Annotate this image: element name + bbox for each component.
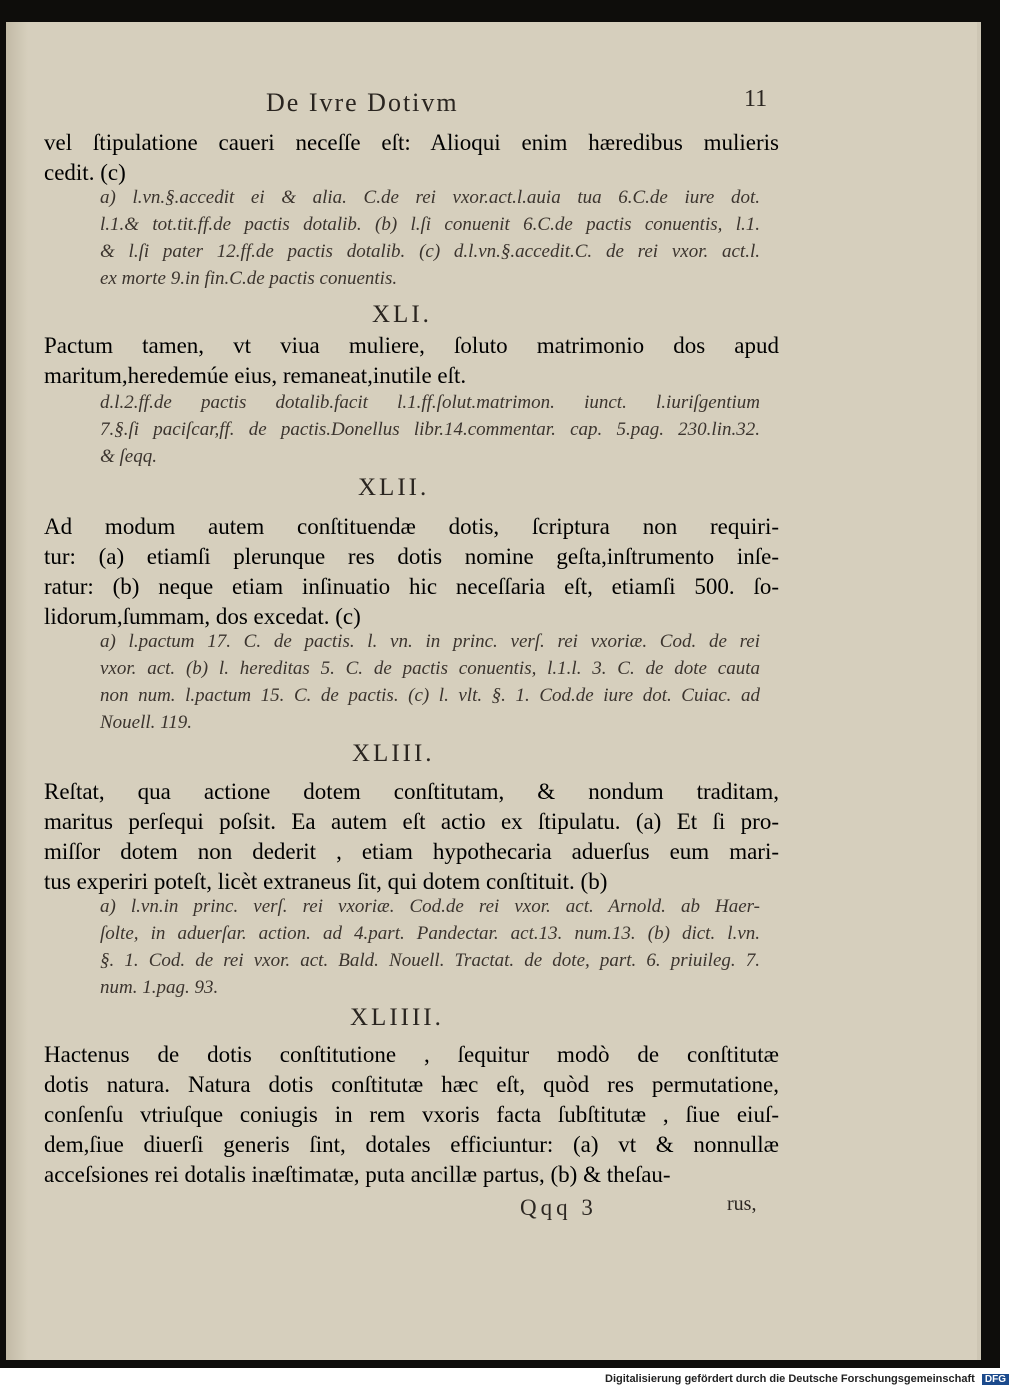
text-line: l.1.& tot.tit.ff.de pactis dotalib. (b) l.ſi conuenit 6.C.de pactis conuentis, l.1. bbox=[100, 214, 760, 235]
text-line: lidorum,ſummam, dos excedat. (c) bbox=[44, 604, 361, 629]
paragraph bbox=[44, 512, 779, 632]
text-line: ſolte, in aduerſar. action. ad 4.part. Pandectar. act.13. num.13. (b) dict. l.vn. bbox=[100, 923, 760, 944]
text-line: Nouell. 119. bbox=[100, 712, 193, 733]
dfg-logo: DFG bbox=[982, 1374, 1009, 1385]
section-heading: XLIIII. bbox=[350, 1004, 444, 1031]
text-line: 7.§.ſi paciſcar,ff. de pactis.Donellus libr.14.commentar. cap. 5.pag. 230.lin.32. bbox=[100, 419, 760, 440]
footnote-block bbox=[100, 628, 760, 736]
text-line: num. 1.pag. 93. bbox=[100, 977, 219, 998]
text-line: Ad modum autem conſtituendæ dotis, ſcriptura non requiri- bbox=[44, 514, 779, 539]
text-line: a) l.vn.in princ. verſ. rei vxoriæ. Cod.de rei vxor. act. Arnold. ab Haer- bbox=[100, 896, 760, 917]
text-line: tus experiri poteſt, licèt extraneus ſit, qui dotem conſtituit. (b) bbox=[44, 869, 608, 894]
text-line: vxor. act. (b) l. hereditas 5. C. de pactis conuentis, l.1.l. 3. C. de dote cauta bbox=[100, 658, 760, 679]
footer-text: Digitalisierung gefördert durch die Deutsche Forschungsgemeinschaft bbox=[605, 1373, 975, 1385]
text-line: vel ſtipulatione caueri neceſſe eſt: Alioqui enim hæredibus mulieris bbox=[44, 130, 779, 155]
paragraph bbox=[44, 128, 779, 188]
text-line: & l.ſi pater 12.ff.de pactis dotalib. (c) d.l.vn.§.accedit.C. de rei vxor. act.l. bbox=[100, 241, 760, 262]
text-line: non num. l.pactum 15. C. de pactis. (c) l. vlt. §. 1. Cod.de iure dot. Cuiac. ad bbox=[100, 685, 760, 706]
text-line: dotis natura. Natura dotis conſtitutæ hæc eſt, quòd res permutatione, bbox=[44, 1072, 779, 1097]
running-head-title: De Ivre Dotivm bbox=[266, 88, 459, 117]
signature-mark: Qqq 3 bbox=[520, 1195, 597, 1220]
text-line: miſſor dotem non dederit , etiam hypothecaria aduerſus eum mari- bbox=[44, 839, 779, 864]
text-line: a) l.pactum 17. C. de pactis. l. vn. in princ. verſ. rei vxoriæ. Cod. de rei bbox=[100, 631, 760, 652]
section-heading: XLIII. bbox=[352, 740, 435, 767]
text-line: a) l.vn.§.accedit ei & alia. C.de rei vxor.act.l.auia tua 6.C.de iure dot. bbox=[100, 187, 760, 208]
page-number: 11 bbox=[744, 86, 768, 112]
text-line: cedit. (c) bbox=[44, 160, 126, 185]
footnote-block bbox=[100, 893, 760, 1001]
text-line: d.l.2.ff.de pactis dotalib.facit l.1.ff.ſolut.matrimon. iunct. l.iuriſgentium bbox=[100, 392, 760, 413]
text-line: acceſsiones rei dotalis inæſtimatæ, puta ancillæ partus, (b) & theſau- bbox=[44, 1162, 671, 1187]
text-line: maritus perſequi poſsit. Ea autem eſt actio ex ſtipulatu. (a) Et ſi pro- bbox=[44, 809, 779, 834]
text-line: & ſeqq. bbox=[100, 446, 157, 467]
paragraph bbox=[44, 777, 779, 897]
text-line: tur: (a) etiamſi plerunque res dotis nomine geſta,inſtrumento inſe- bbox=[44, 544, 779, 569]
paragraph bbox=[44, 1040, 779, 1190]
catchword: rus, bbox=[727, 1193, 757, 1215]
footnote-block bbox=[100, 184, 760, 292]
text-line: §. 1. Cod. de rei vxor. act. Bald. Nouell. Tractat. de dote, part. 6. priuileg. 7. bbox=[100, 950, 760, 971]
section-heading: XLI. bbox=[372, 301, 432, 328]
text-line: ex morte 9.in fin.C.de pactis conuentis. bbox=[100, 268, 398, 289]
text-line: conſenſu vtriuſque coniugis in rem vxoris facta ſubſtitutæ , ſiue eiuſ- bbox=[44, 1102, 779, 1127]
paragraph bbox=[44, 331, 779, 391]
footer-credit bbox=[605, 1373, 1009, 1385]
text-line: Reſtat, qua actione dotem conſtitutam, & nondum traditam, bbox=[44, 779, 779, 804]
section-heading: XLII. bbox=[358, 474, 430, 501]
text-line: dem,ſiue diuerſi generis ſint, dotales efficiuntur: (a) vt & nonnullæ bbox=[44, 1132, 779, 1157]
text-line: Pactum tamen, vt viua muliere, ſoluto matrimonio dos apud bbox=[44, 333, 779, 358]
text-line: maritum,heredemúe eius, remaneat,inutile eſt. bbox=[44, 363, 467, 388]
page-gutter-shadow bbox=[6, 22, 28, 1360]
text-line: ratur: (b) neque etiam inſinuatio hic neceſſaria eſt, etiamſi 500. ſo- bbox=[44, 574, 779, 599]
text-line: Hactenus de dotis conſtitutione , ſequitur modò de conſtitutæ bbox=[44, 1042, 779, 1067]
footnote-block bbox=[100, 389, 760, 470]
